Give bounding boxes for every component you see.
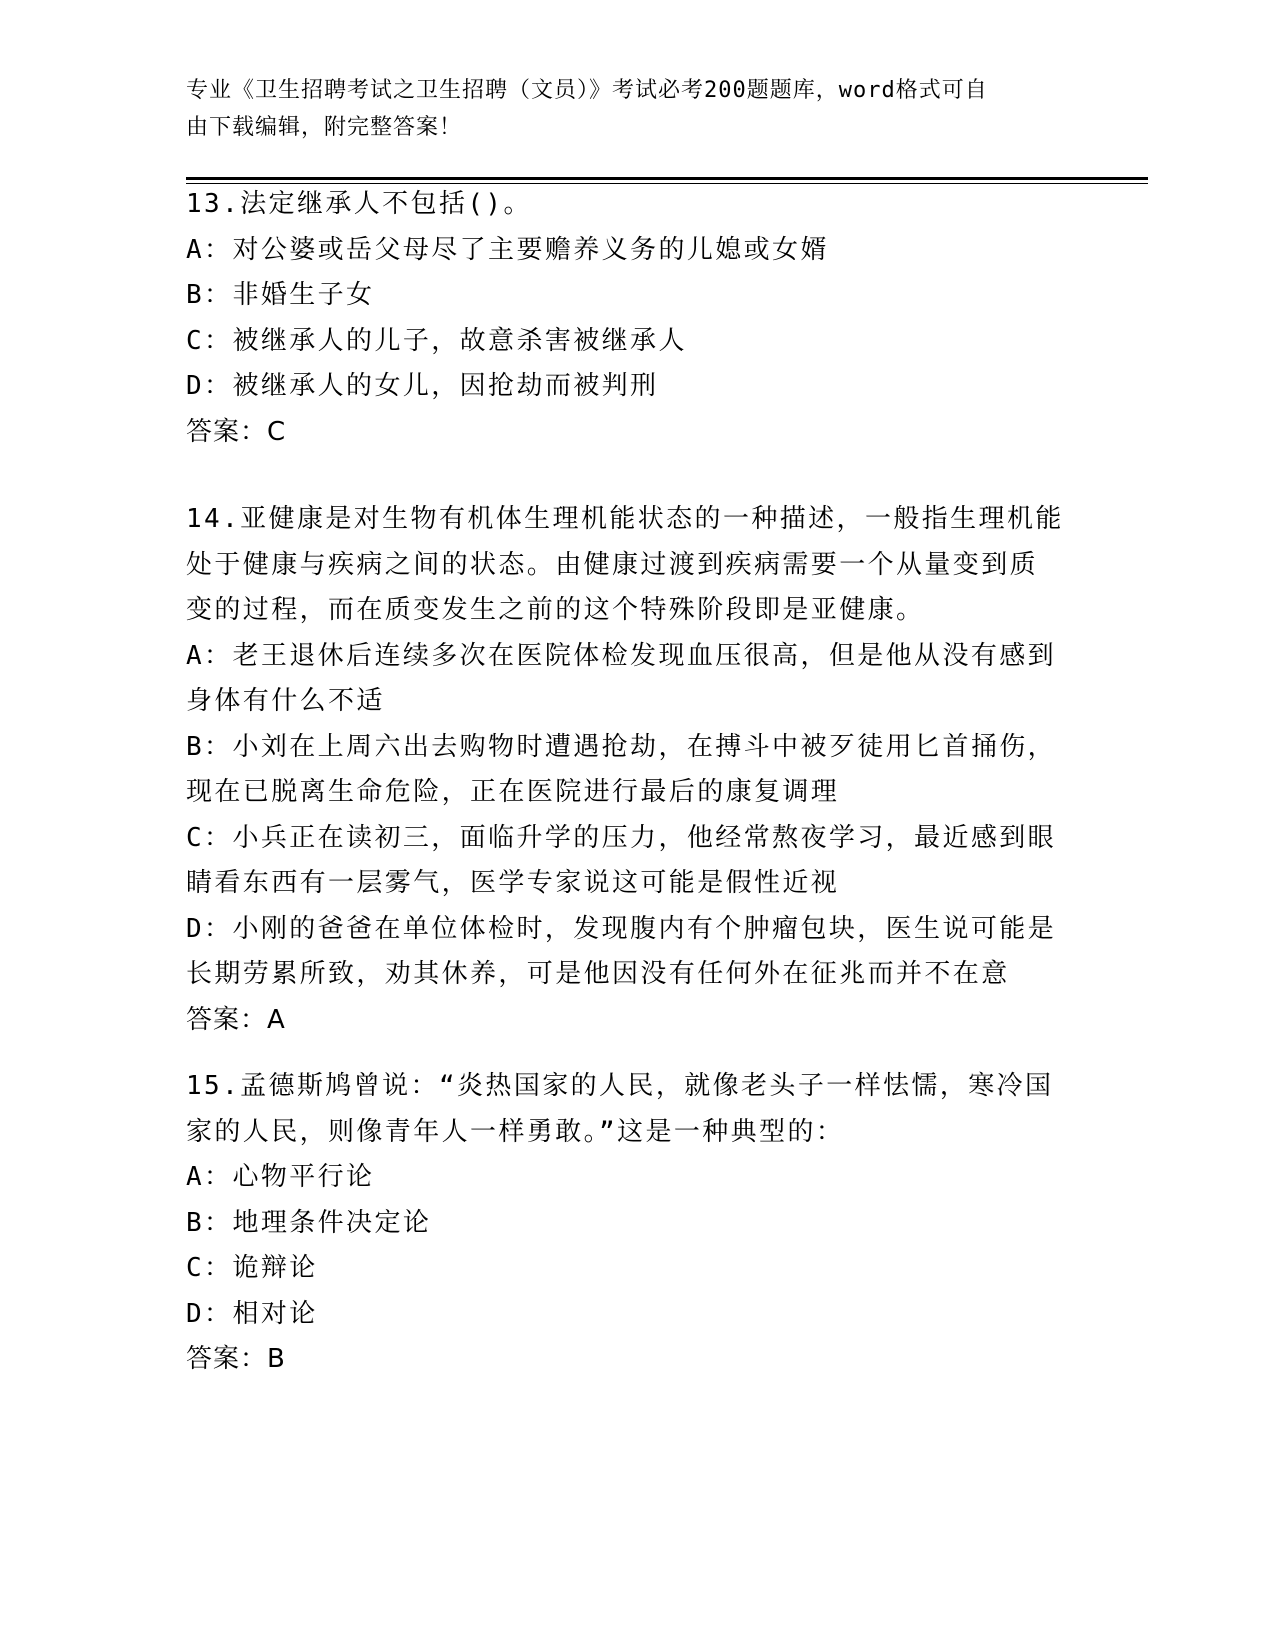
- option-c-continued: 睛看东西有一层雾气，医学专家说这可能是假性近视: [186, 868, 840, 898]
- question-stem: 15.孟德斯鸠曾说：“炎热国家的人民，就像老头子一样怯懦，寒冷国: [186, 1071, 1054, 1101]
- answer-line: 答案：A: [186, 1004, 286, 1035]
- question-stem: 处于健康与疾病之间的状态。由健康过渡到疾病需要一个从量变到质: [186, 549, 1039, 580]
- header-line-1: 专业《卫生招聘考试之卫生招聘（文员）》考试必考200题题库，word格式可自: [186, 78, 988, 103]
- option-d: D：相对论: [186, 1298, 318, 1329]
- header-divider-thick: [186, 177, 1148, 180]
- option-d: D：小刚的爸爸在单位体检时，发现腹内有个肿瘤包块，医生说可能是: [186, 913, 1057, 944]
- answer-line: 答案：B: [186, 1344, 286, 1374]
- option-d-continued: 长期劳累所致，劝其休养，可是他因没有任何外在征兆而并不在意: [186, 959, 1010, 989]
- option-c: C：诡辩论: [186, 1253, 318, 1283]
- option-b: B：小刘在上周六出去购物时遭遇抢劫，在搏斗中被歹徒用匕首捅伤，: [186, 731, 1057, 762]
- option-c: C：被继承人的儿子，故意杀害被继承人: [186, 325, 687, 356]
- option-a: A：老王退休后连续多次在医院体检发现血压很高，但是他从没有感到: [186, 640, 1057, 671]
- option-b: B：地理条件决定论: [186, 1207, 432, 1238]
- option-a-continued: 身体有什么不适: [186, 686, 385, 716]
- option-b: B：非婚生子女: [186, 280, 375, 310]
- answer-line: 答案：C: [186, 416, 287, 447]
- question-stem: 家的人民，则像青年人一样勇敢。”这是一种典型的：: [186, 1116, 845, 1147]
- header-line-2: 由下载编辑，附完整答案！: [186, 115, 463, 140]
- option-a: A：对公婆或岳父母尽了主要赡养义务的儿媳或女婿: [186, 234, 829, 265]
- question-stem: 14.亚健康是对生物有机体生理机能状态的一种描述，一般指生理机能: [186, 504, 1064, 534]
- question-stem: 13.法定继承人不包括()。: [186, 189, 532, 219]
- option-d: D：被继承人的女儿，因抢劫而被判刑: [186, 371, 659, 401]
- question-stem: 变的过程，而在质变发生之前的这个特殊阶段即是亚健康。: [186, 595, 925, 625]
- question-15: [186, 1064, 1076, 1383]
- option-a: A：心物平行论: [186, 1162, 375, 1192]
- option-b-continued: 现在已脱离生命危险，正在医院进行最后的康复调理: [186, 777, 840, 807]
- question-13: [186, 182, 1076, 455]
- document-header: [186, 72, 1066, 146]
- option-c: C：小兵正在读初三，面临升学的压力，他经常熬夜学习，最近感到眼: [186, 822, 1057, 853]
- question-14: [186, 497, 1076, 1043]
